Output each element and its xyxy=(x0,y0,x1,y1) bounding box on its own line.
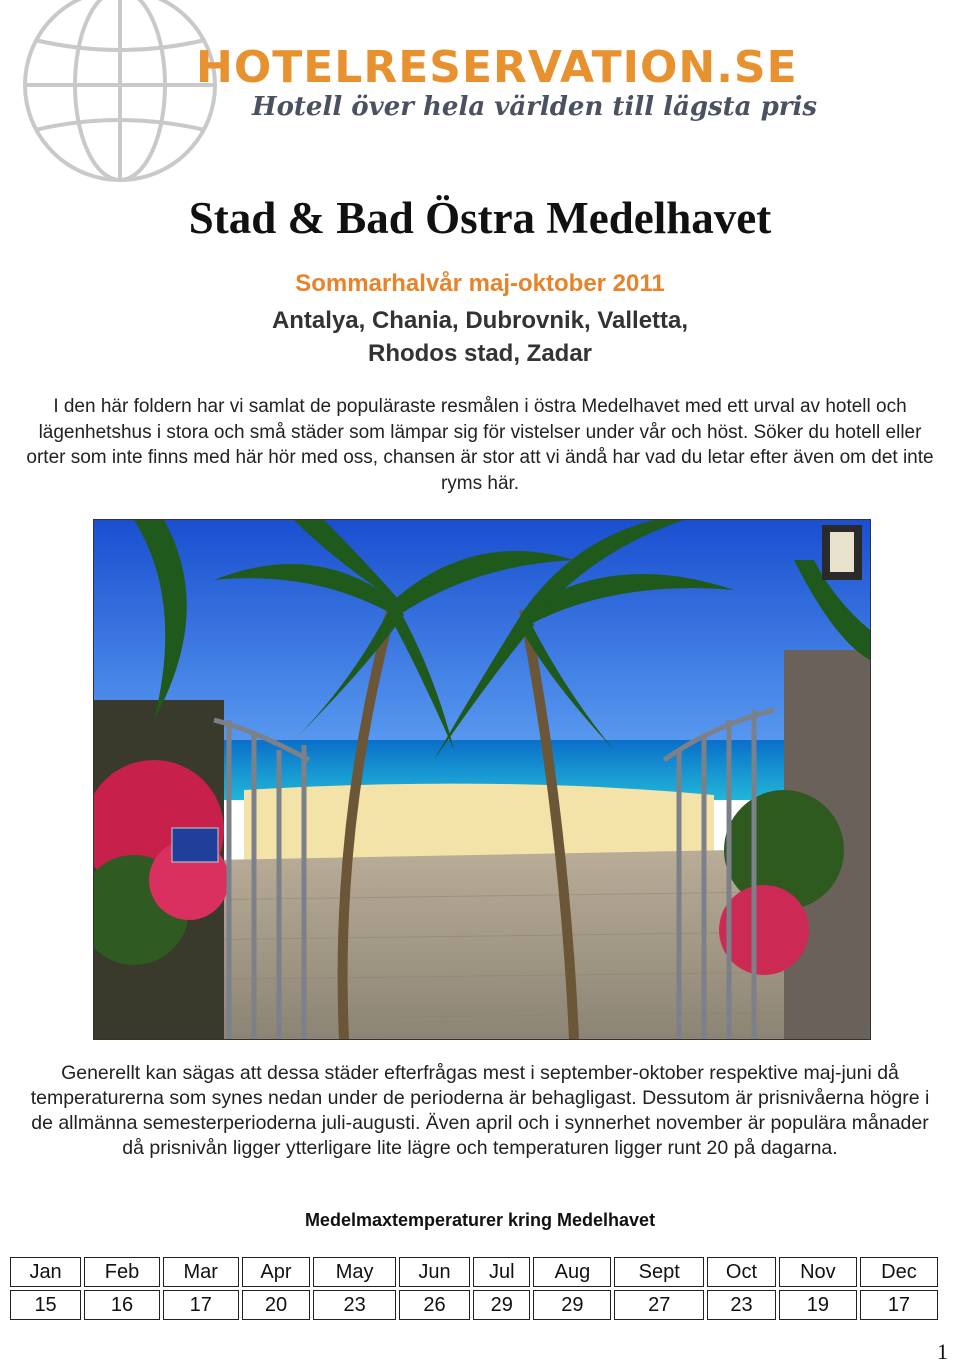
temperature-cell: 23 xyxy=(313,1290,396,1320)
temperature-cell: 27 xyxy=(614,1290,704,1320)
season-subtitle: Sommarhalvår maj-oktober 2011 xyxy=(295,270,665,297)
brand-name: HOTELRESERVATION.SE xyxy=(196,42,798,93)
month-cell: Nov xyxy=(779,1257,857,1287)
temperature-table xyxy=(7,1254,941,1323)
city-list xyxy=(0,304,960,370)
temperature-cell: 15 xyxy=(10,1290,81,1320)
temperature-cell: 23 xyxy=(707,1290,776,1320)
month-cell: Aug xyxy=(533,1257,611,1287)
month-cell: May xyxy=(313,1257,396,1287)
temperature-cell: 26 xyxy=(399,1290,470,1320)
table-title: Medelmaxtemperaturer kring Medelhavet xyxy=(304,1210,656,1230)
month-cell: Apr xyxy=(242,1257,311,1287)
month-cell: Jul xyxy=(473,1257,530,1287)
brand-tagline: Hotell över hela världen till lägsta pris xyxy=(252,92,817,122)
temperature-cell: 29 xyxy=(533,1290,611,1320)
season-paragraph: Generellt kan sägas att dessa städer efterfrågas mest i september-oktober respektive maj-juni då temperaturerna som synes nedan under de perioderna är behagligast. Dessutom är prisnivåerna högre i de allmänna semesterperioderna juli-augusti. Även april och i synnerhet november är populära månader då prisnivån ligger ytterligare lite lägre och temperaturen ligger runt 20 på dagarna. xyxy=(30,1062,930,1159)
month-cell: Oct xyxy=(707,1257,776,1287)
month-cell: Feb xyxy=(84,1257,160,1287)
city-line: Rhodos stad, Zadar xyxy=(367,340,593,367)
page-title: Stad & Bad Östra Medelhavet xyxy=(188,193,772,243)
temperature-cell: 20 xyxy=(242,1290,311,1320)
beach-gate-photo xyxy=(93,519,871,1040)
month-cell: Jun xyxy=(399,1257,470,1287)
page-number: 1 xyxy=(937,1339,948,1364)
temperature-cell: 17 xyxy=(163,1290,239,1320)
temperature-cell: 16 xyxy=(84,1290,160,1320)
month-row xyxy=(10,1257,938,1287)
temperature-row xyxy=(10,1290,938,1320)
month-cell: Jan xyxy=(10,1257,81,1287)
city-line: Antalya, Chania, Dubrovnik, Valletta, xyxy=(271,307,689,334)
temperature-cell: 17 xyxy=(860,1290,938,1320)
logo xyxy=(0,0,960,190)
temperature-cell: 29 xyxy=(473,1290,530,1320)
month-cell: Dec xyxy=(860,1257,938,1287)
month-cell: Mar xyxy=(163,1257,239,1287)
intro-paragraph: I den här foldern har vi samlat de populäraste resmålen i östra Medelhavet med ett urval av hotell och lägenhetshus i stora och små städer som lämpar sig för vistelser under vår och höst. Söker du hotell eller orter som inte finns med här hör med oss, chansen är stor att vi ändå har vad du letar efter även om det inte ryms här. xyxy=(26,396,934,494)
month-cell: Sept xyxy=(614,1257,704,1287)
temperature-cell: 19 xyxy=(779,1290,857,1320)
